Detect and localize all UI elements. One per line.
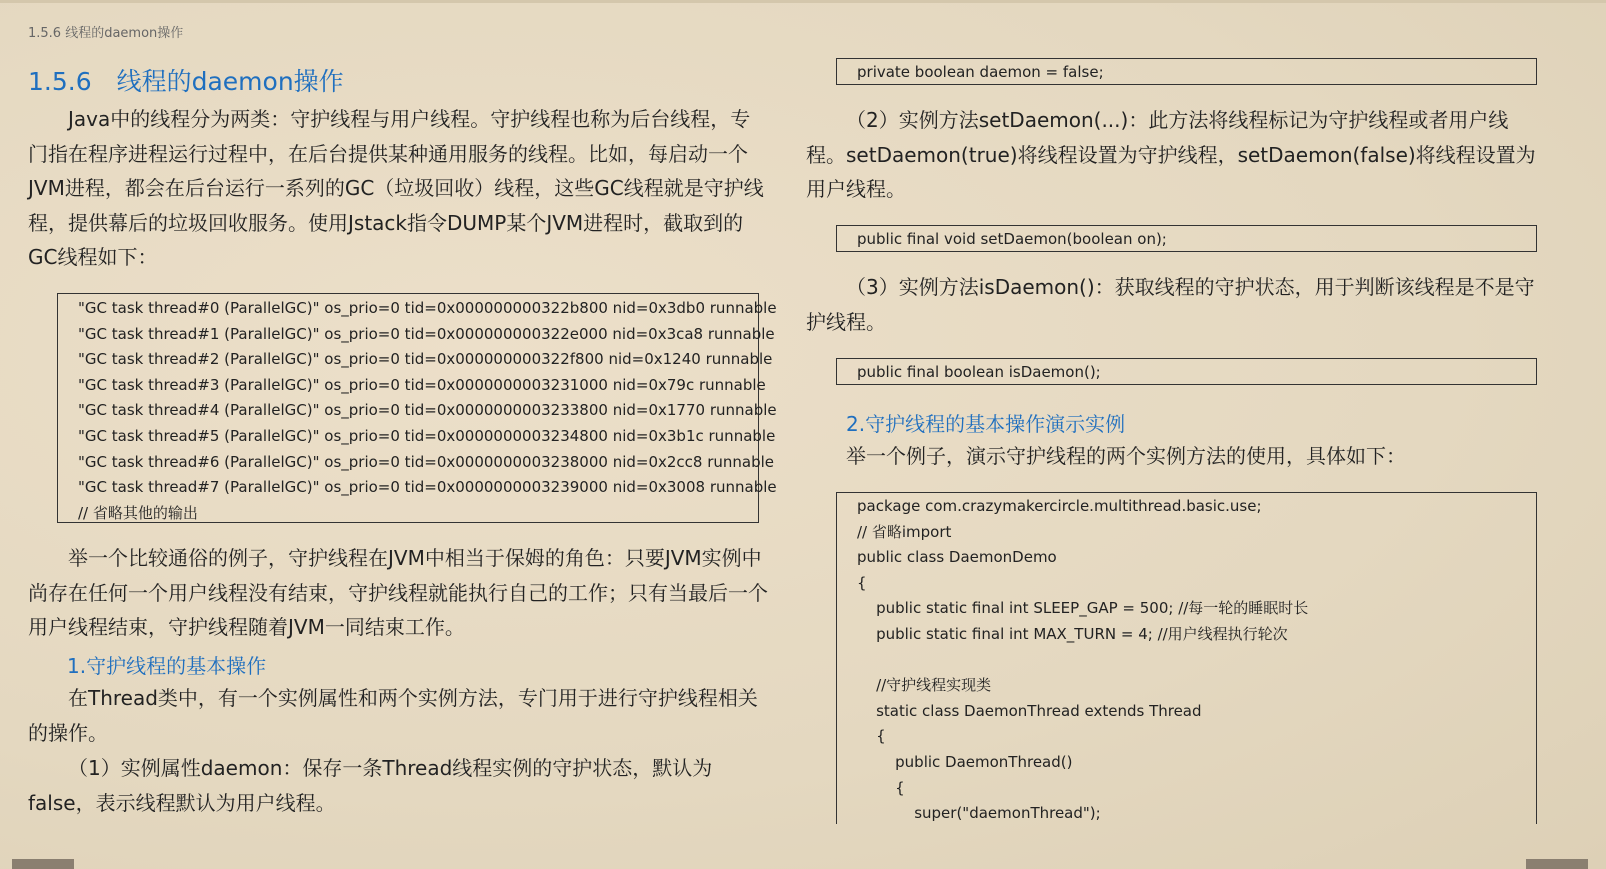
- top-rule: [0, 0, 1606, 3]
- is-daemon-code-box: [836, 358, 1537, 385]
- prev-page-button[interactable]: [12, 859, 74, 869]
- code-line: // 省略其他的输出: [78, 503, 198, 522]
- code-line: "GC task thread#4 (ParallelGC)" os_prio=0 tid=0x0000000003233800 nid=0x1770 runnable: [78, 401, 777, 420]
- section-title: 1.5.6 线程的daemon操作: [28, 67, 344, 96]
- code-line: [857, 648, 1536, 674]
- set-daemon-code-box: [836, 225, 1537, 252]
- running-header: 1.5.6 线程的daemon操作: [28, 26, 184, 41]
- daemon-attr-paragraph: （1）实例属性daemon：保存一条Thread线程实例的守护状态，默认为false，表示线程默认为用户线程。: [28, 756, 713, 815]
- daemon-field-code-box: [836, 58, 1537, 85]
- gc-dump-code-box: [57, 293, 777, 523]
- demo-code-box: [836, 492, 1537, 824]
- code-line: "GC task thread#3 (ParallelGC)" os_prio=0 tid=0x0000000003231000 nid=0x79c runnable: [78, 375, 766, 394]
- code-line: public DaemonThread(): [857, 752, 1073, 771]
- code-line: public final boolean isDaemon();: [857, 363, 1101, 381]
- code-line: "GC task thread#7 (ParallelGC)" os_prio=0 tid=0x0000000003239000 nid=0x3008 runnable: [78, 478, 777, 497]
- intro-paragraph: Java中的线程分为两类：守护线程与用户线程。守护线程也称为后台线程，专门指在程序进程运行过程中，在后台提供某种通用服务的线程。比如，每启动一个JVM进程，都会在后台运行一系列的GC（垃圾回收）线程，这些GC线程就是守护线程，提供幕后的垃圾回收服务。使用Jstack指令DUMP某个JVM进程时，截取到的GC线程如下：: [28, 107, 764, 269]
- code-line: "GC task thread#0 (ParallelGC)" os_prio=0 tid=0x000000000322b800 nid=0x3db0 runnable: [78, 299, 777, 317]
- code-line: "GC task thread#2 (ParallelGC)" os_prio=0 tid=0x000000000322f800 nid=0x1240 runnable: [78, 350, 773, 369]
- code-line: {: [857, 778, 905, 797]
- code-line: "GC task thread#1 (ParallelGC)" os_prio=0 tid=0x000000000322e000 nid=0x3ca8 runnable: [78, 324, 775, 343]
- analogy-paragraph: 举一个比较通俗的例子，守护线程在JVM中相当于保姆的角色：只要JVM实例中尚存在任何一个用户线程没有结束，守护线程就能执行自己的工作；只有当最后一个用户线程结束，守护线程随着JVM一同结束工作。: [28, 546, 768, 639]
- code-line: {: [857, 573, 867, 592]
- code-line: private boolean daemon = false;: [857, 63, 1104, 81]
- code-line: "GC task thread#6 (ParallelGC)" os_prio=0 tid=0x0000000003238000 nid=0x2cc8 runnable: [78, 452, 775, 471]
- code-line: public static final int MAX_TURN = 4; //用户线程执行轮次: [857, 624, 1288, 643]
- thread-ops-paragraph: 在Thread类中，有一个实例属性和两个实例方法，专门用于进行守护线程相关的操作。: [28, 686, 758, 745]
- code-line: {: [857, 727, 886, 746]
- example-intro-paragraph: 举一个例子，演示守护线程的两个实例方法的使用，具体如下：: [846, 444, 1406, 468]
- code-line: public static final int SLEEP_GAP = 500; //每一轮的睡眠时长: [857, 599, 1309, 618]
- code-line: public class DaemonDemo: [857, 548, 1057, 567]
- subhead-basic-ops: 1.守护线程的基本操作: [67, 654, 267, 678]
- next-page-button[interactable]: [1526, 859, 1588, 869]
- set-daemon-paragraph: （2）实例方法setDaemon(...)：此方法将线程标记为守护线程或者用户线程。setDaemon(true)将线程设置为守护线程，setDaemon(false)将线程设置为用户线程。: [806, 108, 1536, 201]
- is-daemon-paragraph: （3）实例方法isDaemon()：获取线程的守护状态，用于判断该线程是不是守护线程。: [806, 275, 1535, 334]
- code-line: super("daemonThread");: [857, 804, 1101, 823]
- code-line: // 省略import: [857, 522, 952, 541]
- code-line: //守护线程实现类: [857, 676, 992, 695]
- code-line: "GC task thread#5 (ParallelGC)" os_prio=0 tid=0x0000000003234800 nid=0x3b1c runnable: [78, 426, 776, 445]
- code-line: package com.crazymakercircle.multithread.basic.use;: [857, 497, 1262, 515]
- subhead-demo: 2.守护线程的基本操作演示实例: [846, 412, 1126, 436]
- code-line: static class DaemonThread extends Thread: [857, 701, 1202, 720]
- code-line: public final void setDaemon(boolean on);: [857, 230, 1167, 248]
